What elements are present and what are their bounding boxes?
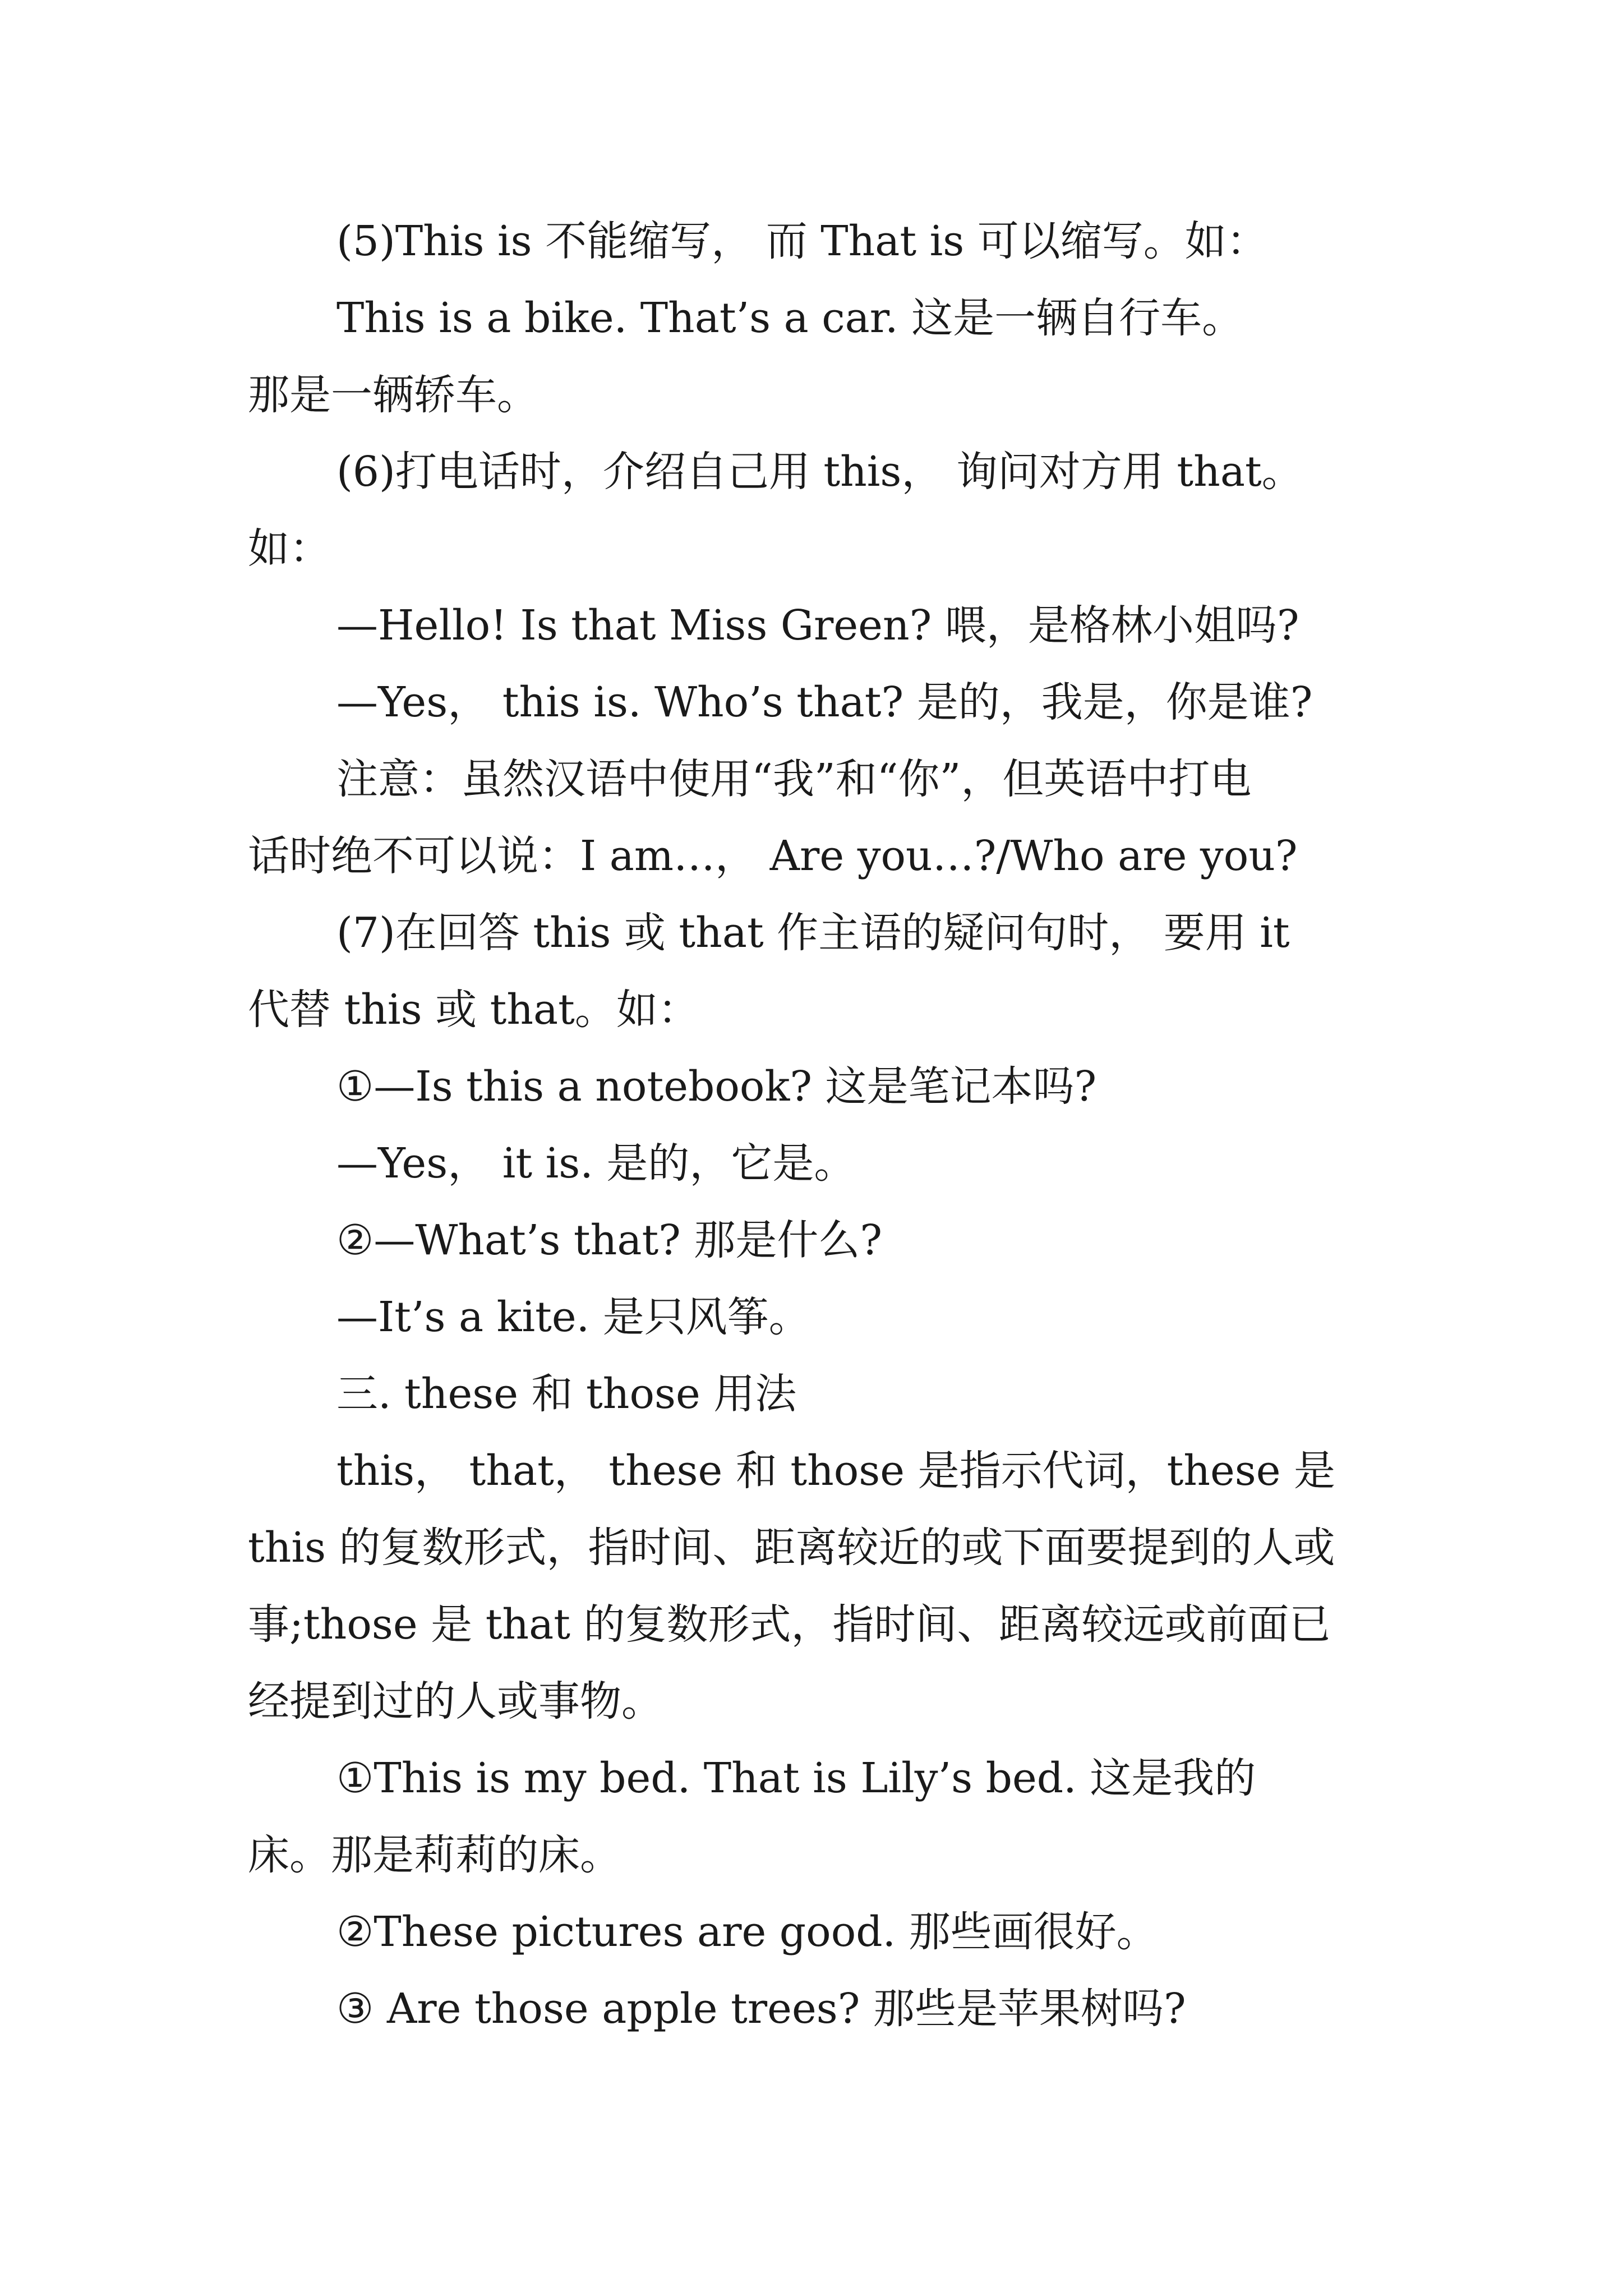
text-line: ①—Is this a notebook? 这是笔记本吗? <box>336 1062 1097 1111</box>
text-line: 经提到过的人或事物。 <box>248 1677 663 1726</box>
text-line: ③ Are those apple trees? 那些是苹果树吗? <box>336 1985 1186 2033</box>
text-line: 话时绝不可以说：I am…， Are you…?/Who are you? <box>248 832 1298 880</box>
text-line: 如： <box>248 524 331 573</box>
text-line: 那是一辆轿车。 <box>248 371 538 419</box>
text-line: 注意：虽然汉语中使用“我”和“你”，但英语中打电 <box>336 755 1252 803</box>
text-line: —It’s a kite. 是只风筝。 <box>336 1293 810 1341</box>
text-line: —Yes， it is. 是的，它是。 <box>336 1139 856 1188</box>
text-line: 床。那是莉莉的床。 <box>248 1831 621 1879</box>
text-line: ②These pictures are good. 那些画很好。 <box>336 1908 1158 1956</box>
text-line: 代替 this 或 that。如： <box>248 986 699 1034</box>
text-line: ②—What’s that? 那是什么? <box>336 1216 883 1264</box>
text-line: (5)This is 不能缩写， 而 That is 可以缩写。如： <box>336 217 1268 265</box>
text-line: (6)打电话时，介绍自己用 this， 询问对方用 that。 <box>336 448 1303 496</box>
text-line: ①This is my bed. That is Lily’s bed. 这是我的 <box>336 1754 1256 1802</box>
text-line: —Hello! Is that Miss Green? 喂，是格林小姐吗? <box>336 601 1299 650</box>
text-line: this， that， these 和 those 是指示代词，these 是 <box>336 1447 1336 1495</box>
text-line: —Yes， this is. Who’s that? 是的，我是，你是谁? <box>336 678 1313 726</box>
text-line: This is a bike. That’s a car. 这是一辆自行车。 <box>336 294 1244 342</box>
text-line: (7)在回答 this 或 that 作主语的疑问句时， 要用 it <box>336 909 1290 957</box>
section-heading: 三. these 和 those 用法 <box>336 1370 797 1418</box>
text-line: 事;those 是 that 的复数形式，指时间、距离较远或前面已 <box>248 1600 1331 1649</box>
text-line: this 的复数形式，指时间、距离较近的或下面要提到的人或 <box>248 1524 1335 1572</box>
